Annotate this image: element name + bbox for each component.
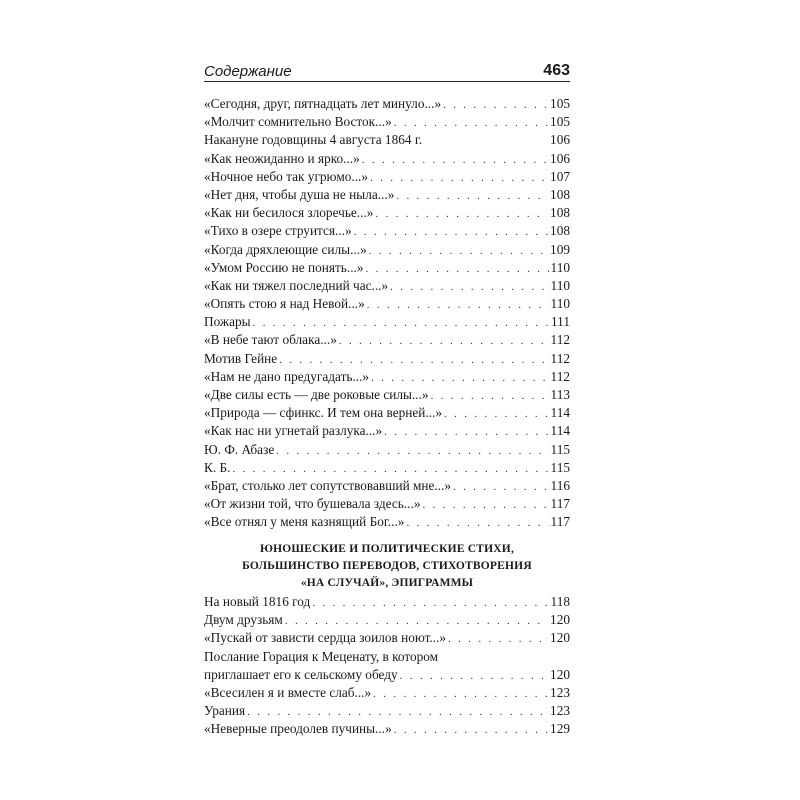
toc-entry-page: 112	[550, 332, 570, 348]
toc-entry	[204, 222, 570, 240]
toc-entry-page: 106	[550, 150, 570, 166]
toc-entry-title: Мотив Гейне	[204, 350, 278, 366]
toc-entry	[204, 386, 570, 404]
toc-entry-title: «Две силы есть — две роковые силы...»	[204, 387, 429, 402]
toc-entry	[204, 331, 570, 349]
toc-entry	[204, 477, 570, 495]
dot-leader	[369, 242, 548, 260]
toc-entry	[204, 150, 570, 168]
toc-entry-page: 105	[550, 96, 570, 111]
dot-leader	[390, 278, 548, 296]
toc-entry-page: 123	[550, 684, 570, 700]
toc-entry	[204, 277, 570, 295]
toc-entry-page: 118	[550, 594, 570, 609]
toc-entry-page: 120	[550, 612, 570, 628]
toc-entry	[204, 720, 570, 738]
toc-entry-page: 108	[550, 223, 570, 239]
toc-entry	[204, 684, 570, 702]
toc-entry-page: 110	[550, 259, 570, 275]
toc-entry-page: 116	[550, 477, 570, 493]
toc-entry	[204, 204, 570, 222]
toc-entry	[204, 95, 570, 113]
dot-leader	[375, 205, 548, 223]
toc-entry-page: 111	[551, 314, 570, 330]
toc-entry-title: Двум друзьям	[204, 612, 283, 628]
toc-entry-page: 120	[550, 666, 570, 682]
toc-entry-title: Пожары	[204, 314, 251, 330]
toc-entry-page: 112	[550, 368, 570, 384]
toc-entry	[204, 666, 570, 684]
toc-entry-title: «От жизни той, что бушевала здесь...»	[204, 496, 421, 512]
dot-leader	[448, 630, 548, 648]
dot-leader	[232, 460, 548, 478]
toc-entry	[204, 350, 570, 368]
toc-entry-page: 108	[550, 205, 570, 221]
toc-list-part2	[204, 593, 570, 739]
dot-leader	[406, 514, 548, 532]
toc-entry-page: 106	[550, 132, 570, 148]
toc-entry-page: 105	[550, 114, 570, 130]
dot-leader	[394, 721, 548, 739]
section-heading-line: «НА СЛУЧАЙ», ЭПИГРАММЫ	[300, 577, 474, 589]
toc-entry-title: «Нам не дано предугадать...»	[204, 368, 370, 384]
toc-entry-title: «Как неожиданно и ярко...»	[204, 150, 360, 166]
toc-entry-page: 123	[550, 703, 570, 719]
toc-entry	[204, 611, 570, 629]
toc-entry	[204, 422, 570, 440]
dot-leader	[444, 405, 549, 423]
toc-entry-page: 129	[550, 721, 570, 737]
toc-entry-title: «Умом Россию не понять...»	[204, 259, 364, 275]
toc-entry	[204, 368, 570, 386]
toc-entry	[204, 168, 570, 186]
toc-entry-page: 110	[550, 296, 570, 312]
dot-leader	[396, 187, 548, 205]
toc-entry-title: Накануне годовщины 4 августа 1864 г.	[204, 132, 423, 148]
toc-entry-title: «Брат, столько лет сопутствовавший мне...»	[204, 477, 452, 493]
page-header	[204, 58, 570, 80]
section-heading-line: ЮНОШЕСКИЕ И ПОЛИТИЧЕСКИЕ СТИХИ,	[259, 543, 515, 555]
toc-entry	[204, 259, 570, 277]
toc-entry-page: 115	[550, 459, 570, 475]
toc-entry-title: «В небе тают облака...»	[204, 332, 337, 348]
dot-leader	[247, 703, 548, 721]
toc-entry-title: Урания	[204, 703, 246, 719]
dot-leader	[312, 594, 548, 612]
toc-entry-title: «Пускай от зависти сердца зоилов ноют...»	[204, 630, 447, 646]
toc-entry-page: 108	[550, 186, 570, 202]
toc-entry-title: «Сегодня, друг, пятнадцать лет минуло...»	[204, 96, 442, 111]
toc-entry	[204, 113, 570, 131]
dot-leader	[253, 314, 549, 332]
toc-entry-title-first-line: Послание Горация к Меценату, в котором	[204, 648, 439, 664]
toc-entry-title: «Как нас ни угнетай разлука...»	[204, 423, 383, 439]
page-number: 463	[543, 62, 570, 79]
dot-leader	[453, 478, 548, 496]
toc-list-part1	[204, 95, 570, 532]
toc-entry-title: «Нет дня, чтобы душа не ныла...»	[204, 186, 395, 202]
dot-leader	[443, 96, 548, 114]
dot-leader	[373, 685, 548, 703]
toc-entry-title: «Всесилен я и вместе слаб...»	[204, 684, 372, 700]
toc-entry-page: 117	[550, 514, 570, 530]
toc-entry-page: 115	[550, 441, 570, 457]
toc-entry-page: 113	[550, 387, 570, 402]
toc-entry-page: 112	[550, 350, 570, 366]
toc-entry-title: «Тихо в озере струится...»	[204, 223, 352, 239]
toc-entry	[204, 593, 570, 611]
toc-entry	[204, 702, 570, 720]
toc-entry-page: 120	[550, 630, 570, 646]
dot-leader	[384, 423, 548, 441]
section-heading-line: БОЛЬШИНСТВО ПЕРЕВОДОВ, СТИХОТВОРЕНИЯ	[242, 560, 532, 572]
toc-entry-title: На новый 1816 год	[204, 594, 311, 609]
toc-entry	[204, 295, 570, 313]
dot-leader	[422, 496, 548, 514]
toc-entry-title: «Когда дряхлеющие силы...»	[204, 241, 367, 257]
dot-leader	[354, 223, 548, 241]
toc-entry	[204, 513, 570, 531]
toc-entry	[204, 186, 570, 204]
toc-entry-title: «Все отнял у меня казнящий Бог...»	[204, 514, 405, 530]
toc-entry	[204, 131, 570, 149]
toc-entry-title: «Молчит сомнительно Восток...»	[204, 114, 392, 130]
toc-entry-title: «Опять стою я над Невой...»	[204, 296, 365, 312]
toc-entry-title: «Ночное небо так угрюмо...»	[204, 168, 369, 184]
toc-entry-title: «Природа — сфинкс. И тем она верней...»	[204, 405, 443, 421]
toc-entry	[204, 241, 570, 259]
toc-entry-page: 107	[550, 168, 570, 184]
toc-entry	[204, 313, 570, 331]
header-rule	[204, 81, 570, 82]
dot-leader	[339, 332, 549, 350]
dot-leader	[370, 169, 548, 187]
toc-entry	[204, 459, 570, 477]
toc-entry-page: 114	[550, 405, 570, 421]
dot-leader	[279, 351, 548, 369]
dot-leader	[431, 387, 549, 405]
toc-entry	[204, 495, 570, 513]
toc-entry-title: Ю. Ф. Абазе	[204, 441, 275, 457]
dot-leader	[276, 442, 548, 460]
dot-leader	[400, 667, 548, 685]
dot-leader	[394, 114, 548, 132]
toc-entry-title: «Как ни бесилося злоречье...»	[204, 205, 374, 221]
toc-entry-page: 110	[550, 277, 570, 293]
toc-entry-page: 114	[550, 423, 570, 439]
dot-leader	[367, 296, 549, 314]
dot-leader	[362, 151, 548, 169]
toc-entry	[204, 441, 570, 459]
toc-entry	[204, 629, 570, 647]
toc-entry-title: К. Б.	[204, 459, 231, 475]
toc-entry-page: 117	[550, 496, 570, 512]
running-title: Содержание	[204, 63, 292, 80]
toc-entry	[204, 404, 570, 422]
toc-entry-title: «Как ни тяжел последний час...»	[204, 277, 389, 293]
toc-entry-title: «Неверные преодолев пучины...»	[204, 721, 392, 737]
toc-entry-title: приглашает его к сельскому обеду	[204, 666, 398, 682]
toc-entry-page: 109	[550, 241, 570, 257]
dot-leader	[371, 369, 548, 387]
section-heading	[204, 541, 570, 592]
dot-leader	[366, 260, 549, 278]
dot-leader	[285, 612, 548, 630]
